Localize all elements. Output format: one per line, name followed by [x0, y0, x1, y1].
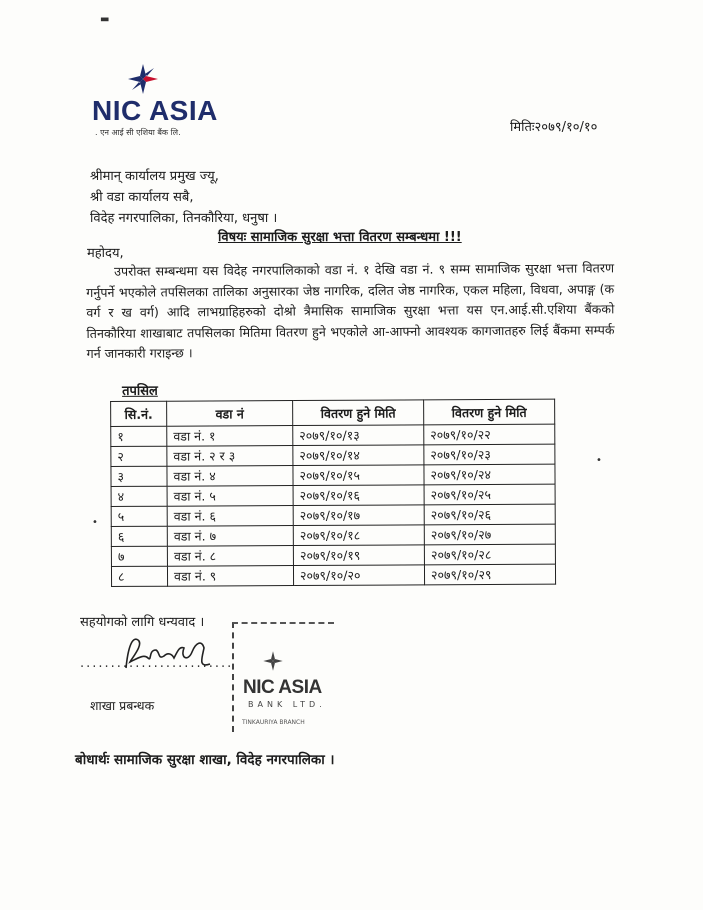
cell-date-2: २०७९/१०/२२: [424, 424, 555, 445]
scan-speck: •: [596, 455, 602, 466]
schedule-table-block: [110, 379, 556, 587]
cell-date-2: २०७९/१०/२३: [424, 444, 555, 465]
stamp-branch: TINKAURIYA BRANCH: [242, 719, 305, 726]
cell-date-2: २०७९/१०/२८: [424, 544, 555, 565]
cell-date-2: २०७९/१०/२७: [424, 524, 555, 545]
cell-serial: ६: [111, 526, 167, 546]
recipient-line-1: श्रीमान् कार्यालय प्रमुख ज्यू,: [90, 169, 219, 184]
thanks-note: सहयोगको लागि धन्यवाद ।: [80, 615, 205, 630]
stamp-logo-icon: [262, 650, 284, 672]
cell-date-1: २०७९/१०/१५: [293, 465, 424, 486]
letter-subject: विषयः सामाजिक सुरक्षा भत्ता वितरण सम्बन्धमा !!!: [218, 230, 462, 245]
signature-line: .........................: [80, 656, 234, 671]
letter-body: [86, 258, 615, 364]
nic-asia-logo-icon: [126, 62, 160, 96]
table-row: [111, 444, 555, 466]
cell-serial: २: [111, 446, 167, 466]
header-ward: वडा नं: [167, 401, 293, 427]
cell-serial: ८: [111, 566, 167, 586]
table-header-row: [111, 399, 555, 426]
table-caption: तपसिल: [122, 383, 158, 399]
cell-date-1: २०७९/१०/२०: [293, 565, 424, 586]
header-serial: सि.नं.: [111, 401, 167, 426]
table-row: [111, 564, 555, 586]
salutation: महोदय,: [87, 246, 124, 261]
cell-ward: वडा नं. ९: [167, 566, 293, 587]
letter-date: मितिः२०७९/१०/१०: [510, 120, 598, 135]
table-row: [111, 504, 555, 526]
header-date-2: वितरण हुने मिति: [424, 399, 555, 425]
cell-date-1: २०७९/१०/१३: [293, 425, 424, 446]
cell-date-2: २०७९/१०/२४: [424, 464, 555, 485]
cell-date-1: २०७९/१०/१४: [293, 445, 424, 466]
letter-body-text: उपरोक्त सम्बन्धमा यस विदेह नगरपालिकाको वडा नं. १ देखि वडा नं. ९ सम्म सामाजिक सुरक्षा भत्ता वितरण गर्नुपर्ने भएकोले तपसिलका तालिका अनुसारका जेष्ठ नागरिक, दलित जेष्ठ नागरिक, एकल महिला, विधवा, अपाङ्ग (क वर्ग र ख वर्ग) आदि लाभग्राहिहरुको दोश्रो त्रैमासिक सामाजिक सुरक्षा भत्ता यस एन.आई.सी.एशिया बैंकको तिनकौरिया शाखाबाट तपसिलका मितिमा वितरण हुने भएकोले आ-आफ्नो आवश्यक कागजातहरु लिई बैंकमा सम्पर्क गर्न जानकारी गराइन्छ ।: [86, 260, 615, 361]
cell-ward: वडा नं. ७: [167, 526, 293, 547]
table-row: [111, 544, 555, 566]
table-row: [111, 484, 555, 506]
cell-serial: १: [111, 426, 167, 446]
cell-serial: ७: [111, 546, 167, 566]
cell-date-1: २०७९/१०/१६: [293, 485, 424, 506]
cell-serial: ४: [111, 486, 167, 506]
recipient-line-3: विदेह नगरपालिका, तिनकौरिया, धनुषा ।: [90, 211, 278, 226]
cell-date-1: २०७९/१०/१८: [293, 525, 424, 546]
cell-ward: वडा नं. १: [167, 426, 293, 447]
handwritten-signature: [118, 628, 228, 678]
table-row: [111, 424, 555, 446]
signatory-title: शाखा प्रबन्धक: [90, 698, 155, 713]
cell-date-2: २०७९/१०/२९: [424, 564, 555, 585]
cell-ward: वडा नं. ५: [167, 486, 293, 507]
cell-ward: वडा नं. ६: [167, 506, 293, 527]
scan-speck: ▬: [100, 14, 110, 25]
brand-name: NIC ASIA: [92, 95, 218, 126]
cell-date-2: २०७९/१०/२६: [424, 504, 555, 525]
brand-tagline: . एन आई सी एशिया बैंक लि.: [95, 128, 181, 137]
stamp-bank-name: NIC ASIA: [243, 677, 322, 698]
table-row: [111, 524, 555, 546]
cell-ward: वडा नं. ८: [167, 546, 293, 567]
cc-line: बोधार्थः सामाजिक सुरक्षा शाखा, विदेह नगरपालिका ।: [75, 752, 335, 768]
stamp-bank-ltd: BANK LTD.: [248, 700, 326, 709]
recipient-line-2: श्री वडा कार्यालय सबै,: [90, 190, 194, 205]
cell-serial: ५: [111, 506, 167, 526]
cell-date-2: २०७९/१०/२५: [424, 484, 555, 505]
cell-date-1: २०७९/१०/१९: [293, 545, 424, 566]
cell-ward: वडा नं. २ र ३: [167, 446, 293, 467]
header-date-1: वितरण हुने मिति: [293, 400, 424, 426]
table-row: [111, 464, 555, 486]
scan-speck: •: [92, 517, 98, 528]
cell-ward: वडा नं. ४: [167, 466, 293, 487]
schedule-table: [110, 399, 556, 587]
cell-date-1: २०७९/१०/१७: [293, 505, 424, 526]
cell-serial: ३: [111, 466, 167, 486]
